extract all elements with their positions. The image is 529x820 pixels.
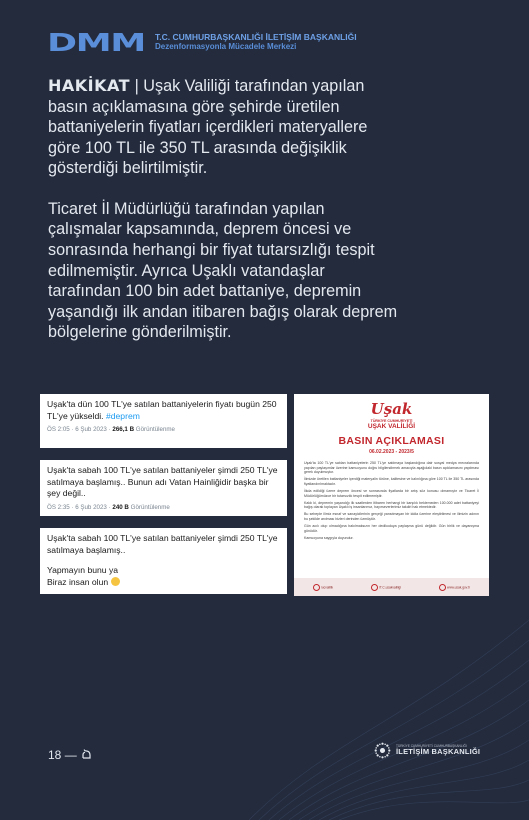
press-date: 06.02.2023 - 2023/5 — [369, 449, 414, 455]
tweet-extra-line2 — [47, 577, 280, 589]
press-footer-item: /T.C.usakvaliligi — [371, 584, 401, 591]
press-title: BASIN AÇIKLAMASI — [338, 435, 445, 447]
article-content — [48, 76, 398, 343]
tweet-views-label: Görüntülenme — [135, 426, 175, 434]
press-paragraph: İlkda edildiği üzere deprem öncesi ve sonrasında fiyatlarda bir artış söz konusu olmamıştır ve Ticaret İl Müdürlüğümüzce bir tutarsızlık tespit edilmemiştir. — [304, 489, 479, 498]
tweet-card[interactable] — [40, 460, 287, 516]
tweet-views-count: 266,1 B — [112, 426, 135, 434]
tweet-card[interactable] — [40, 394, 287, 448]
tweet-views-count: 240 B — [112, 503, 129, 511]
smile-emoji-icon — [111, 577, 120, 586]
press-paragraph: Gün acılı olup olmadığına bakılmaksızın her dedikoduya paylaşma günü değildir. Gün birlik ve dayanışma günüdür. — [304, 524, 479, 533]
press-paragraph: İlimizde üretilen battaniyeler içerdiği materyalin türüne, kalitesine ve kalınlığına göre 100 TL ile 350 TL arasında fiyatlandırılmaktadır. — [304, 477, 479, 486]
tweet-views-label: Görüntülenme — [130, 503, 170, 511]
tweet-meta — [47, 426, 280, 434]
iletisim-logo — [374, 742, 480, 759]
iletisim-small: TÜRKİYE CUMHURİYETİ CUMHURBAŞKANLIĞI — [396, 743, 467, 748]
dmm-logo: DMM — [47, 28, 145, 57]
tweet-time: ÖS 2:35 · 6 Şub 2023 · — [47, 503, 111, 511]
org-line2: Dezenformasyonla Mücadele Merkezi — [155, 41, 297, 51]
press-subtitle1: TÜRKİYE CUMHURİYETİ — [370, 419, 413, 423]
tweet-extra-line1: Yapmayın bunu ya — [47, 565, 119, 576]
separator: | — [134, 77, 139, 95]
press-paragraph: Bu sebeple ilimiz esnaf ve sanayicilerinin gerçeği yansıtmayan bir iddia üzerine eleştirilmesi ve ilimizin adının bu şekilde anılması bizleri derinden üzmüştür. — [304, 512, 479, 522]
usak-brand-logo: Uşak — [370, 400, 413, 418]
press-paragraph: Kamuoyuna saygıyla duyurulur. — [304, 535, 354, 540]
iletisim-text — [396, 745, 480, 757]
page-dash: — — [64, 748, 77, 762]
iletisim-name: İLETİŞİM BAŞKANLIĞI — [396, 747, 481, 757]
press-footer-item: /ucvalilik — [313, 584, 333, 591]
article-paragraph-2: Ticaret İl Müdürlüğü tarafından yapılan çalışmalar kapsamında, deprem öncesi ve sonrasında herhangi bir fiyat tutarsızlığı tespit edilmemiştir. Ayrıca Uşaklı vatandaşlar tarafından 100 bin adet battaniye, depremin yaşandığı ilk andan itibaren bağış olarak deprem bölgelerine gönderilmiştir. — [48, 199, 398, 342]
press-paragraph: Uşak'ta 100 TL'ye satılan battaniyelerin 250 TL'ye satılmaya başlandığına dair sosyal medya mecralarında yapılan paylaşımlar üzerine kamuoyunu doğru bilgilendirmek amacıyla aşağıdaki basın açıklamasını yapılması gerek duyulmuştur. — [304, 461, 479, 475]
tweet-time: ÖS 2:05 · 6 Şub 2023 · — [47, 426, 111, 434]
press-paragraph: Kaldı ki, depremin yaşandığı ilk saatlerden itibaren herhangi bir karşılık beklemeden 100.000 adet battaniyeyi bağış olarak toplayan Uşaklı iş insanlarımız, hayırseverlerimiz takdiri hak etmektedir. — [304, 500, 479, 510]
page-number — [48, 748, 91, 762]
tweet-body: Uşak'ta dün 100 TL'ye satılan battaniyelerin fiyatı bugün 250 TL'ye yükseldi. — [47, 399, 277, 421]
decorative-wave-lines — [249, 560, 529, 820]
article-paragraph-1 — [48, 76, 398, 179]
org-line1: T.C. CUMHURBAŞKANLIĞI İLETİŞİM BAŞKANLIĞI — [155, 32, 357, 43]
emblem-icon — [374, 742, 391, 759]
page-header — [47, 30, 357, 55]
paragraph-1-text: Uşak Valiliği tarafından yapılan basın açıklamasına göre şehirde üretilen battaniyelerin fiyatları içerdikleri materyallere göre 100 TL ile 350 TL arasında değişiklik gösterdiği belirtilmiştir. — [48, 77, 368, 178]
tweet-text: Uşak'ta sabah 100 TL'ye satılan battaniyeler şimdi 250 TL'ye satılmaya başlamış.. — [47, 533, 278, 555]
dmm-mark-icon — [82, 749, 91, 759]
press-body — [294, 455, 489, 541]
press-subtitle2: UŞAK VALİLİĞİ — [367, 423, 416, 430]
tweet-text — [47, 399, 280, 422]
hakikat-label: HAKİKAT — [48, 76, 131, 95]
tweet-meta — [47, 504, 280, 512]
hashtag-link[interactable]: #deprem — [105, 410, 140, 421]
tweet-text: Uşak'ta sabah 100 TL'ye satılan battaniyeler şimdi 250 TL'ye satılmaya başlamış.. Bunun adı Vatan Hainliğidir başka bir şey değil.. — [47, 465, 278, 499]
press-footer-item: www.usak.gov.tr — [439, 584, 470, 591]
tweet-extra — [47, 565, 280, 588]
tweet-extra-line2-text: Biraz insan olun — [47, 576, 109, 587]
page-number-value: 18 — [48, 748, 62, 762]
